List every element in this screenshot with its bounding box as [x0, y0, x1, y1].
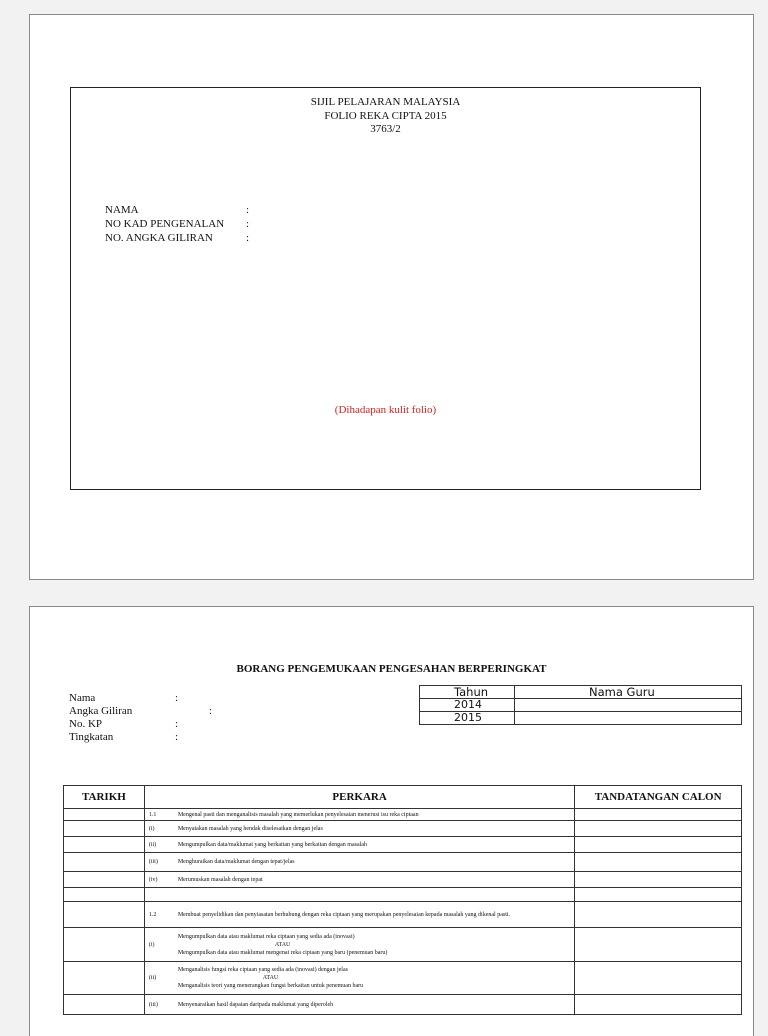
info-colon: : — [175, 692, 179, 704]
info-label: No. KP — [69, 718, 103, 730]
date-cell[interactable] — [64, 928, 145, 962]
date-cell[interactable] — [64, 809, 145, 821]
year-cell: 2014 — [420, 699, 515, 712]
item-text: Merumuskan masalah dengan tepat — [177, 876, 263, 883]
teacher-cell[interactable] — [515, 699, 742, 712]
item-text-block — [175, 933, 388, 957]
item-text: Menganalisis fungsi reka ciptaan yang sedia ada (inovasi) dengan jelas — [177, 967, 348, 973]
table-row — [64, 872, 742, 888]
table-row — [64, 995, 742, 1015]
info-label: Nama — [69, 692, 96, 704]
date-cell[interactable] — [64, 821, 145, 837]
table-row — [64, 962, 742, 995]
progress-table — [63, 785, 742, 1015]
item-text: Mengumpulkan data atau maklumat mengenai reka ciptaan yang baru (penemuan baru) — [177, 949, 388, 956]
cover-page — [29, 14, 754, 580]
cover-title-line: SIJIL PELAJARAN MALAYSIA — [310, 96, 461, 108]
year-teacher-table — [419, 685, 742, 725]
cover-field-giliran — [105, 231, 249, 245]
info-row — [69, 718, 259, 731]
item-number: (ii) — [148, 841, 157, 848]
signature-cell[interactable] — [575, 928, 742, 962]
table-row — [64, 902, 742, 928]
field-colon: : — [246, 218, 250, 230]
item-text: Mengenal pasti dan menganalisis masalah yang memerlukan penyelesaian menerusi isu reka ciptaan — [177, 811, 419, 818]
cover-title-line: FOLIO REKA CIPTA 2015 — [324, 109, 447, 122]
info-row — [69, 705, 259, 718]
teacher-header: Nama Guru — [515, 686, 742, 699]
teacher-cell[interactable] — [515, 712, 742, 725]
cover-field-kad — [105, 217, 249, 231]
field-colon: : — [246, 204, 250, 216]
item-text: Menyenaraikan hasil dapatan daripada maklumat yang diperoleh — [177, 1001, 334, 1008]
field-label: NO. ANGKA GILIRAN — [105, 232, 213, 244]
header-tarikh: TARIKH — [64, 786, 145, 809]
item-number: (i) — [148, 941, 155, 948]
item-number: (iii) — [148, 859, 158, 865]
signature-cell[interactable] — [575, 837, 742, 853]
item-number: (ii) — [148, 975, 157, 981]
header-perkara: PERKARA — [144, 786, 574, 809]
signature-cell[interactable] — [575, 821, 742, 837]
table-row — [64, 853, 742, 872]
signature-cell[interactable] — [575, 902, 742, 928]
signature-cell[interactable] — [575, 809, 742, 821]
student-info — [69, 692, 259, 744]
signature-cell[interactable] — [575, 872, 742, 888]
item-number: (iv) — [148, 876, 158, 883]
item-text: Mengumpulkan data atau maklumat reka ciptaan yang sedia ada (inovasi) — [177, 933, 355, 940]
signature-cell[interactable] — [575, 962, 742, 995]
cover-box — [70, 87, 701, 490]
date-cell[interactable] — [64, 872, 145, 888]
year-cell: 2015 — [420, 712, 515, 725]
item-text: Menganalisis teori yang menerangkan fungsi berkaitan untuk penemuan baru — [177, 983, 364, 989]
info-label: Angka Giliran — [69, 705, 133, 717]
date-cell[interactable] — [64, 995, 145, 1015]
item-or: ATAU — [274, 941, 291, 948]
item-text: Menyatakan masalah yang hendak diselesaikan dengan jelas — [177, 825, 323, 832]
item-text: Mengumpulkan data/maklumat yang berkaitan yang berkaitan dengan masalah — [177, 841, 367, 848]
table-row-spacer — [64, 888, 742, 902]
item-or: ATAU — [262, 975, 279, 981]
table-row — [64, 837, 742, 853]
signature-cell[interactable] — [575, 995, 742, 1015]
item-text: Menghuraikan data/maklumat dengan tepat/jelas — [177, 859, 295, 865]
cover-title-line: 3763/2 — [370, 123, 401, 135]
signature-cell[interactable] — [575, 888, 742, 902]
item-text: Membuat penyelidikan dan penyiasatan berhubung dengan reka ciptaan yang merupakan penyelesaian kepada masalah yang dikenal pasti. — [177, 911, 511, 918]
cover-field-nama — [105, 203, 249, 217]
header-tandatangan: TANDATANGAN CALON — [575, 786, 742, 809]
info-label: Tingkatan — [69, 731, 114, 743]
info-colon: : — [175, 731, 179, 743]
info-colon: : — [209, 705, 213, 717]
form-page — [29, 606, 754, 1036]
table-row — [64, 809, 742, 821]
field-label: NO KAD PENGENALAN — [105, 218, 225, 230]
date-cell[interactable] — [64, 888, 145, 902]
item-number: (i) — [148, 825, 155, 832]
info-row — [69, 731, 259, 744]
date-cell[interactable] — [64, 902, 145, 928]
field-colon: : — [246, 232, 250, 244]
item-number: 1.1 — [148, 811, 157, 818]
year-header: Tahun — [420, 686, 515, 699]
table-row — [64, 821, 742, 837]
date-cell[interactable] — [64, 853, 145, 872]
signature-cell[interactable] — [575, 853, 742, 872]
date-cell[interactable] — [64, 962, 145, 995]
cover-fields — [105, 203, 249, 245]
item-number: (iii) — [148, 1001, 158, 1008]
table-row — [64, 928, 742, 962]
info-colon: : — [175, 718, 179, 730]
date-cell[interactable] — [64, 837, 145, 853]
item-text-block — [175, 966, 363, 990]
info-row — [69, 692, 259, 705]
item-number: 1.2 — [148, 911, 157, 918]
cover-title — [71, 96, 700, 137]
field-label: NAMA — [105, 204, 139, 216]
form-title: BORANG PENGEMUKAAN PENGESAHAN BERPERINGKAT — [236, 663, 547, 675]
cover-note: (Dihadapan kulit folio) — [334, 404, 437, 416]
